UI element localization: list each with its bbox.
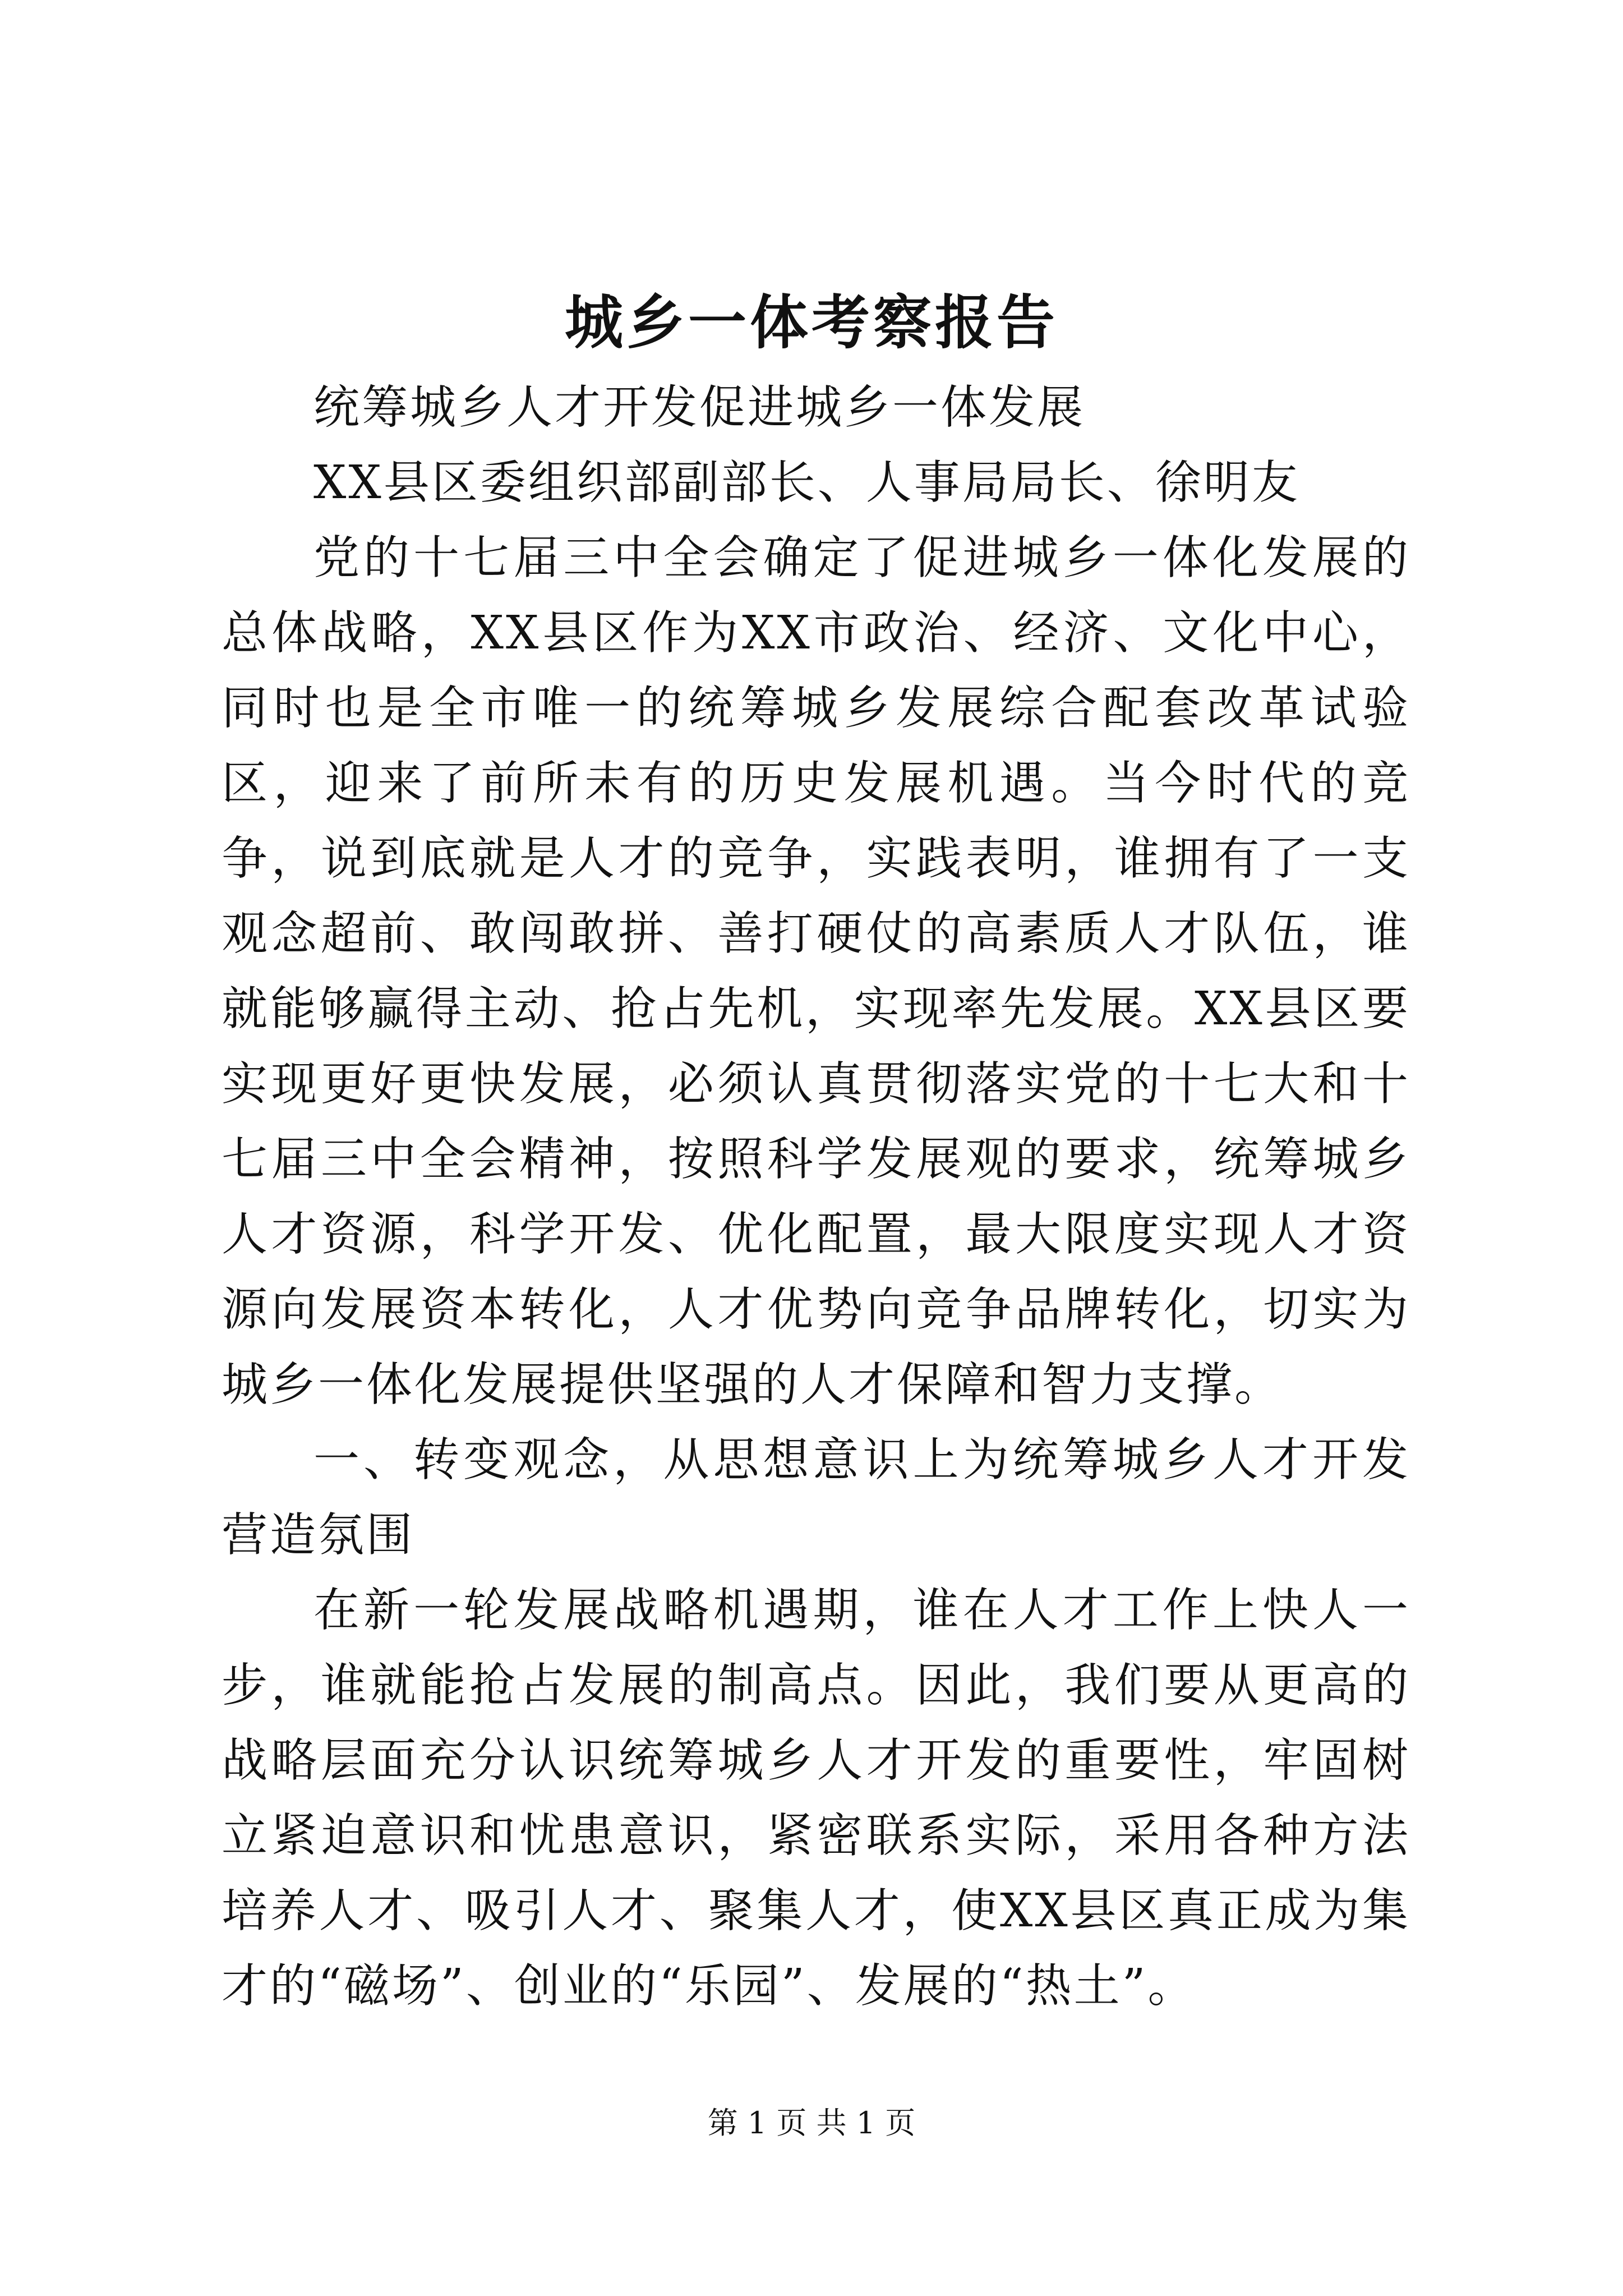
page-number: 第 1 页 共 1 页 [707, 2105, 916, 2141]
body-paragraph: 在新一轮发展战略机遇期，谁在人才工作上快人一步，谁就能抢占发展的制高点。因此，我们要从更高的战略层面充分认识统筹城乡人才开发的重要性，牢固树立紧迫意识和忧患意识，紧密联系实际，采用各种方法培养人才、吸引人才、聚集人才，使XX县区真正成为集才的“磁场”、创业的“乐园”、发展的“热土”。 [222, 1584, 1410, 2013]
document-body [222, 370, 1410, 2024]
subtitle-line: 统筹城乡人才开发促进城乡一体发展 [313, 381, 1086, 434]
author-line: XX县区委组织部副部长、人事局局长、徐明友 [313, 456, 1300, 509]
section-heading: 一、转变观念，从思想意识上为统筹城乡人才开发营造氛围 [222, 1433, 1410, 1562]
body-paragraph: 党的十七届三中全会确定了促进城乡一体化发展的总体战略，XX县区作为XX市政治、经济、文化中心，同时也是全市唯一的统筹城乡发展综合配套改革试验区，迎来了前所未有的历史发展机遇。当今时代的竞争，说到底就是人才的竞争，实践表明，谁拥有了一支观念超前、敢闯敢拼、善打硬仗的高素质人才队伍，谁就能够赢得主动、抢占先机，实现率先发展。XX县区要实现更好更快发展，必须认真贯彻落实党的十七大和十七届三中全会精神，按照科学发展观的要求，统筹城乡人才资源，科学开发、优化配置，最大限度实现人才资源向发展资本转化，人才优势向竞争品牌转化，切实为城乡一体化发展提供坚强的人才保障和智力支撑。 [222, 531, 1410, 1411]
document-title: 城乡一体考察报告 [564, 288, 1058, 357]
